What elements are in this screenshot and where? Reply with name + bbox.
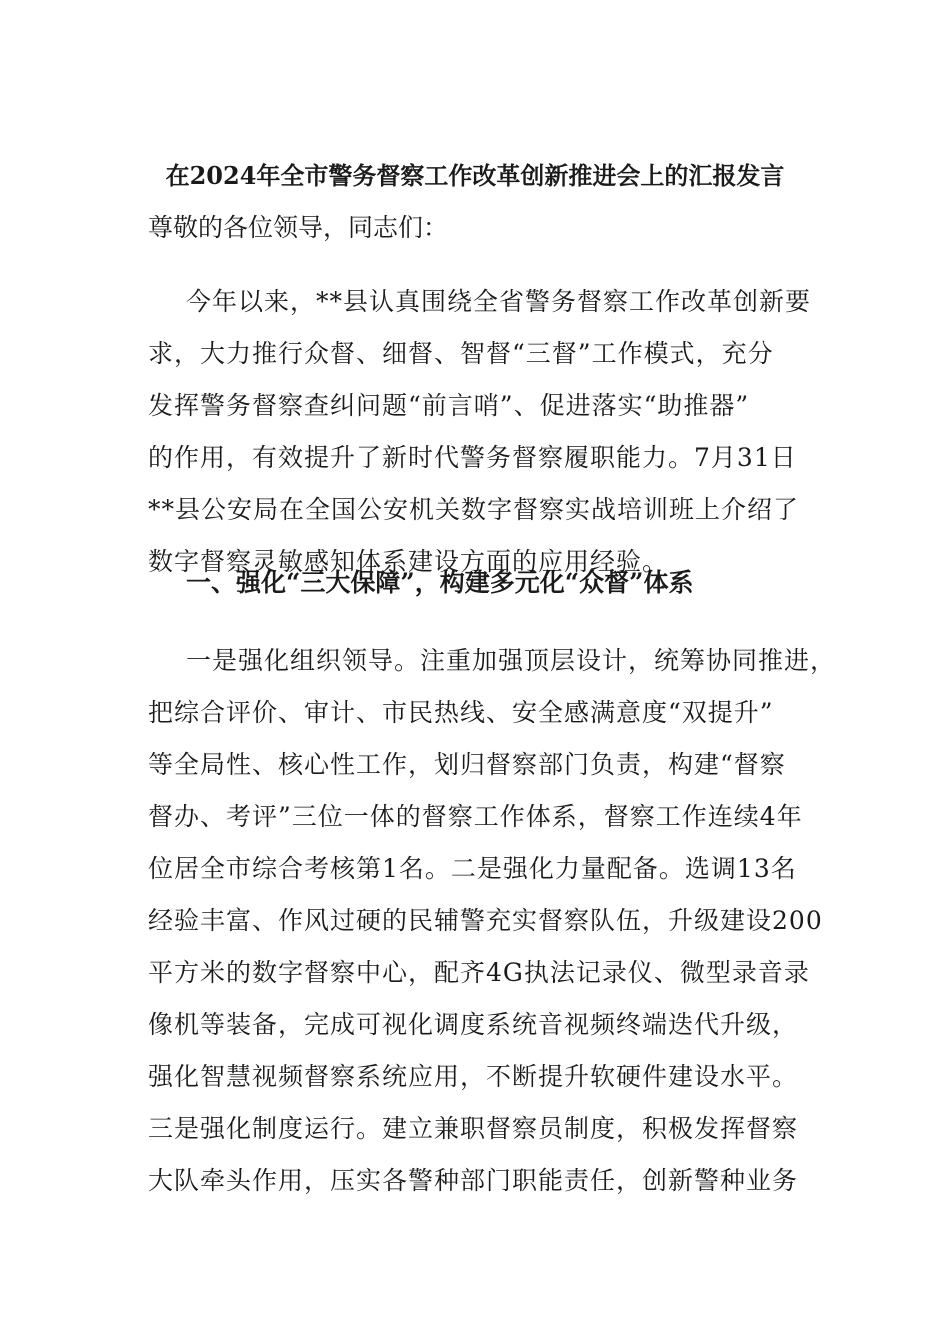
salutation: 尊敬的各位领导，同志们：	[148, 213, 449, 242]
paragraph-line: 督办、考评”三位一体的督察工作体系，督察工作连续4年	[148, 802, 803, 831]
paragraph-line: 位居全市综合考核第1名。二是强化力量配备。选调13名	[148, 854, 797, 883]
document-title: 在2024年全市警务督察工作改革创新推进会上的汇报发言	[165, 161, 785, 190]
section-paragraph	[148, 635, 837, 1207]
section-heading: 一、强化“三大保障”，构建多元化“众督”体系	[186, 568, 694, 597]
paragraph-line: 的作用，有效提升了新时代警务督察履职能力。7月31日	[148, 443, 797, 472]
intro-paragraph	[148, 276, 828, 588]
paragraph-line: 发挥警务督察查纠问题“前言哨”、促进落实“助推器”	[148, 391, 750, 420]
paragraph-line: 一是强化组织领导。注重加强顶层设计，统筹协同推进，	[186, 646, 837, 675]
paragraph-line: 大队牵头作用，压实各警种部门职能责任，创新警种业务	[148, 1166, 799, 1195]
paragraph-line: 像机等装备，完成可视化调度系统音视频终端迭代升级，	[148, 1010, 799, 1039]
paragraph-line: **县公安局在全国公安机关数字督察实战培训班上介绍了	[148, 495, 800, 524]
paragraph-line: 求，大力推行众督、细督、智督“三督”工作模式，充分	[148, 339, 774, 368]
paragraph-line: 把综合评价、审计、市民热线、安全感满意度“双提升”	[148, 698, 774, 727]
paragraph-line: 三是强化制度运行。建立兼职督察员制度，积极发挥督察	[148, 1114, 799, 1143]
paragraph-line: 今年以来，**县认真围绕全省警务督察工作改革创新要	[186, 287, 812, 316]
paragraph-line: 经验丰富、作风过硬的民辅警充实督察队伍，升级建设200	[148, 906, 823, 935]
paragraph-line: 平方米的数字督察中心，配齐4G执法记录仪、微型录音录	[148, 958, 810, 987]
paragraph-line: 数字督察灵敏感知体系建设方面的应用经验。	[148, 547, 669, 576]
paragraph-line: 等全局性、核心性工作，划归督察部门负责，构建“督察	[148, 750, 786, 779]
paragraph-line: 强化智慧视频督察系统应用，不断提升软硬件建设水平。	[148, 1062, 799, 1091]
